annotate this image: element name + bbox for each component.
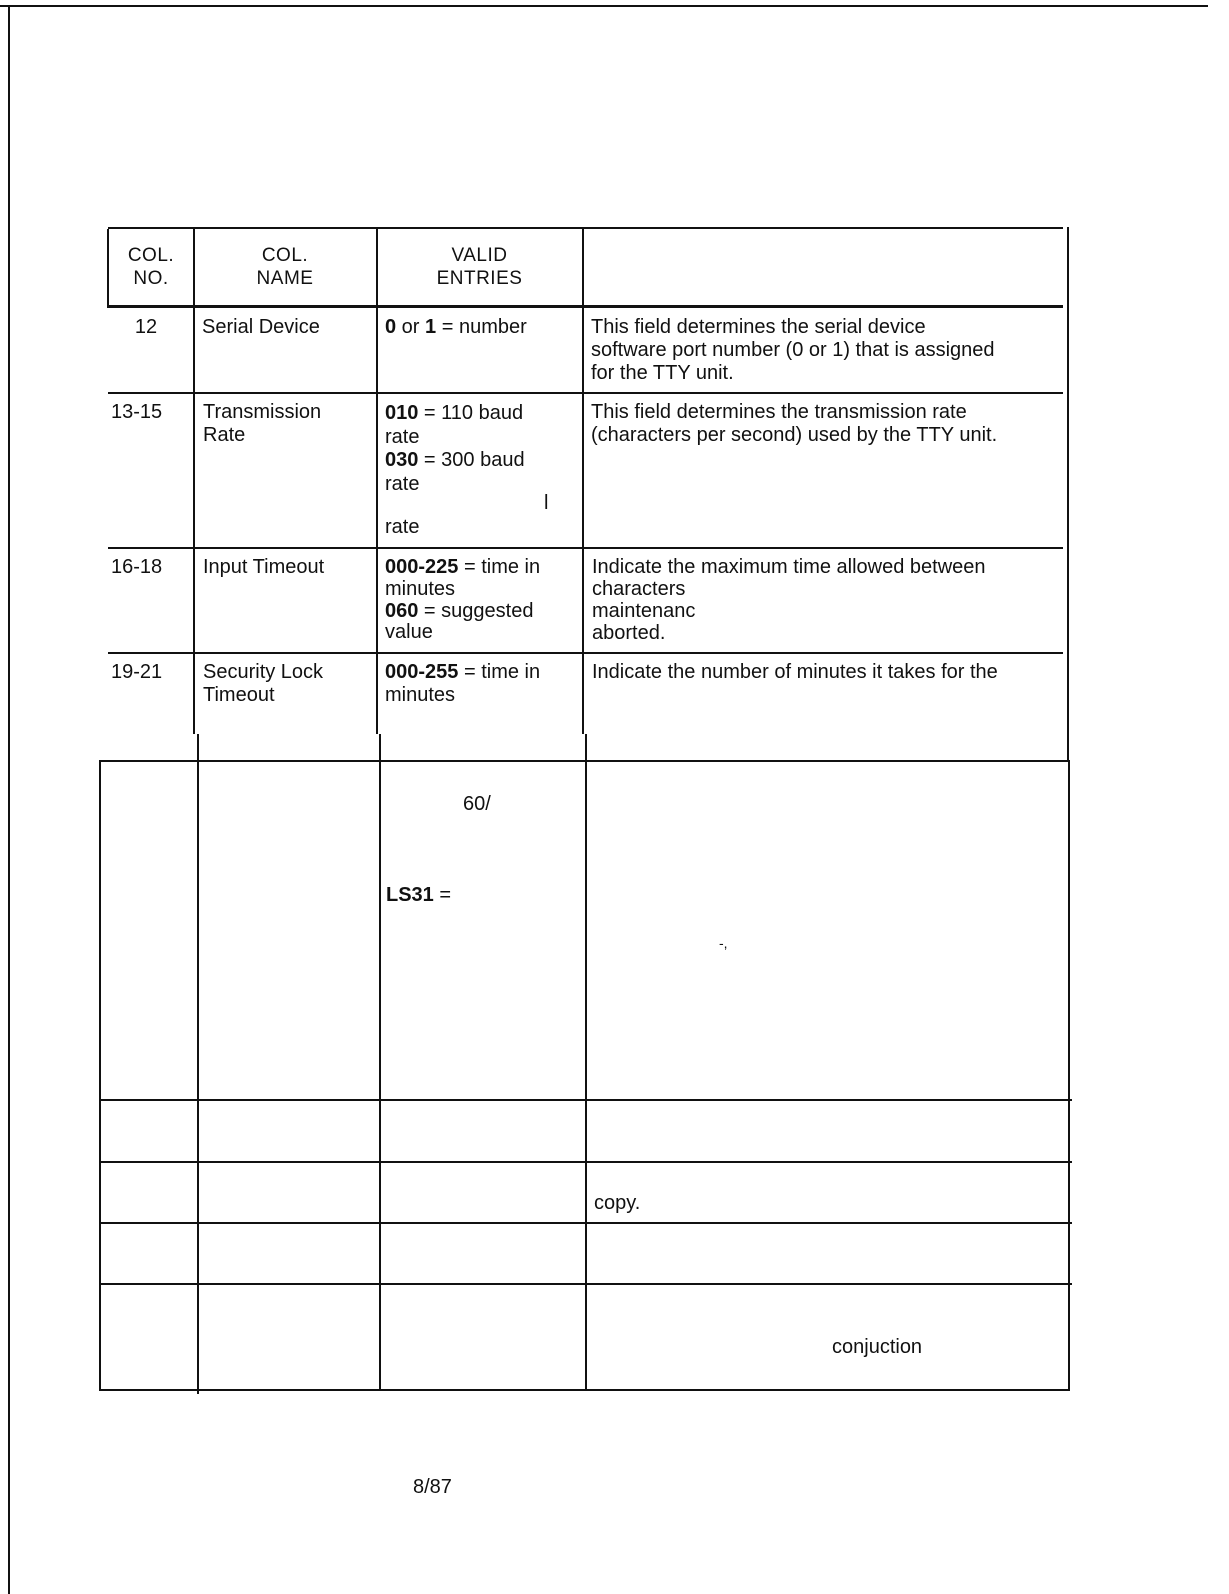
conjuction-text: conjuction: [832, 1336, 923, 1358]
header-col-name: COL. NAME: [256, 245, 314, 289]
row-col-no: 19-21: [111, 661, 163, 683]
row-valid-entries-2: 060 = suggested value: [385, 600, 534, 643]
row-valid-entries: 000-225 = time in minutes: [385, 556, 541, 600]
row-valid-entries: 010 = 110 baud rate: [385, 402, 524, 448]
row-col-name: Input Timeout: [203, 556, 325, 578]
ls31-entry: LS31 =: [386, 884, 452, 906]
row-valid-entries: 0 or 1 = number: [385, 316, 527, 338]
row-divider-1: [108, 392, 1063, 394]
row-col-no: 12: [134, 316, 158, 338]
row-col-no: 13-15: [111, 401, 163, 423]
lower-col-line-4: [1068, 760, 1070, 1391]
row-description: Indicate the maximum time allowed between characters maintenanc aborted.: [592, 556, 986, 644]
lower-col-line-2: [379, 734, 381, 1391]
upper-col-line-3: [582, 229, 584, 734]
top-border-line: [0, 5, 1208, 7]
page-number: 8/87: [413, 1476, 452, 1498]
stray-mark: -,: [719, 935, 728, 951]
copy-text: copy.: [594, 1192, 641, 1214]
upper-col-line-1: [193, 229, 195, 734]
header-col-no: COL. NO.: [127, 245, 175, 289]
table-top-line: [108, 227, 1063, 229]
row-valid-entries: 000-255 = time in minutes: [385, 661, 541, 706]
fragment-60: 60/: [463, 793, 491, 815]
row-description: Indicate the number of minutes it takes for the: [592, 661, 998, 683]
row-valid-entries-3: rate: [385, 516, 420, 538]
lower-col-line-1: [197, 734, 199, 1394]
row-col-name: Transmission Rate: [203, 401, 322, 446]
row-description: This field determines the transmission rate (characters per second) used by the TTY unit.: [591, 401, 998, 446]
row-valid-entries-fragment: l: [544, 492, 549, 514]
upper-col-line-4: [1067, 227, 1069, 761]
lower-col-line-0: [99, 760, 101, 1391]
header-valid-entries: VALID ENTRIES: [436, 245, 523, 289]
row-valid-entries-2: 030 = 300 baud rate: [385, 449, 525, 495]
row-col-name: Serial Device: [202, 316, 320, 338]
row-col-name: Security Lock Timeout: [203, 661, 324, 706]
row-divider-3: [108, 652, 1063, 654]
row-col-no: 16-18: [111, 556, 163, 578]
upper-col-line-0: [107, 229, 109, 308]
lower-col-line-3: [585, 734, 587, 1391]
row-description: This field determines the serial device software port number (0 or 1) that is assigned for the TTY unit.: [591, 316, 995, 384]
upper-col-line-2: [376, 229, 378, 734]
row-divider-2: [108, 547, 1063, 549]
left-border-line: [8, 5, 10, 1594]
header-bottom-line: [108, 305, 1063, 308]
